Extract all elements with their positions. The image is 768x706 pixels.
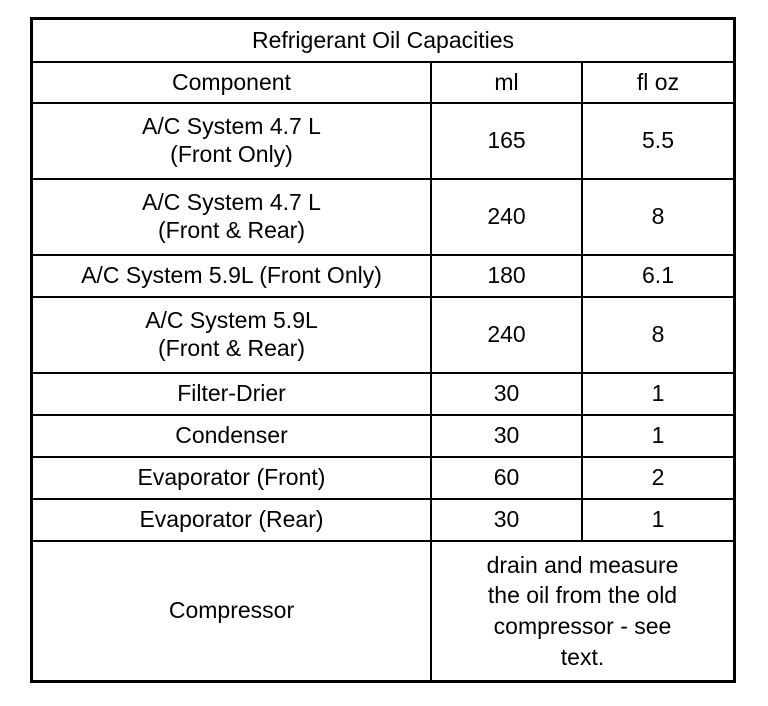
oil-capacities-table	[31, 18, 735, 682]
ml-cell: 180	[431, 255, 582, 297]
ml-cell: 30	[431, 415, 582, 457]
table-row	[32, 541, 734, 681]
component-cell	[32, 179, 431, 255]
fl-oz-cell: 6.1	[582, 255, 734, 297]
component-cell	[32, 297, 431, 373]
ml-cell: 30	[431, 373, 582, 415]
component-line: (Front Only)	[170, 141, 293, 167]
fl-oz-cell: 5.5	[582, 103, 734, 179]
fl-oz-cell: 8	[582, 179, 734, 255]
fl-oz-cell: 2	[582, 457, 734, 499]
table-row	[32, 457, 734, 499]
component-line: A/C System 5.9L	[145, 307, 318, 334]
table-row	[32, 373, 734, 415]
ml-cell: 30	[431, 499, 582, 541]
component-cell: Compressor	[32, 541, 431, 681]
ml-cell: 240	[431, 179, 582, 255]
component-line: A/C System 4.7 L	[142, 189, 321, 216]
table-row	[32, 415, 734, 457]
table-title-row	[32, 19, 734, 62]
component-cell	[32, 103, 431, 179]
component-line: A/C System 4.7 L	[142, 113, 321, 140]
table-title: Refrigerant Oil Capacities	[32, 19, 734, 62]
header-component: Component	[32, 62, 431, 103]
fl-oz-cell: 1	[582, 499, 734, 541]
note-line: the oil from the old	[487, 582, 678, 609]
fl-oz-cell: 1	[582, 373, 734, 415]
note-line: drain and measure	[486, 551, 679, 578]
ml-cell: 165	[431, 103, 582, 179]
fl-oz-cell: 1	[582, 415, 734, 457]
component-cell: Evaporator (Front)	[32, 457, 431, 499]
table-row	[32, 179, 734, 255]
component-cell: Filter-Drier	[32, 373, 431, 415]
ml-cell: 240	[431, 297, 582, 373]
table-row	[32, 255, 734, 297]
table-header-row	[32, 62, 734, 103]
note-line: text.	[560, 643, 605, 670]
table-row	[32, 297, 734, 373]
note-line: compressor - see	[493, 613, 672, 639]
header-ml: ml	[431, 62, 582, 103]
component-line: (Front & Rear)	[158, 217, 305, 243]
component-line: (Front & Rear)	[158, 335, 305, 361]
compressor-note	[431, 541, 734, 681]
component-cell: Condenser	[32, 415, 431, 457]
header-fl-oz: fl oz	[582, 62, 734, 103]
ml-cell: 60	[431, 457, 582, 499]
component-cell: Evaporator (Rear)	[32, 499, 431, 541]
table-row	[32, 103, 734, 179]
component-cell: A/C System 5.9L (Front Only)	[32, 255, 431, 297]
fl-oz-cell: 8	[582, 297, 734, 373]
table-row	[32, 499, 734, 541]
